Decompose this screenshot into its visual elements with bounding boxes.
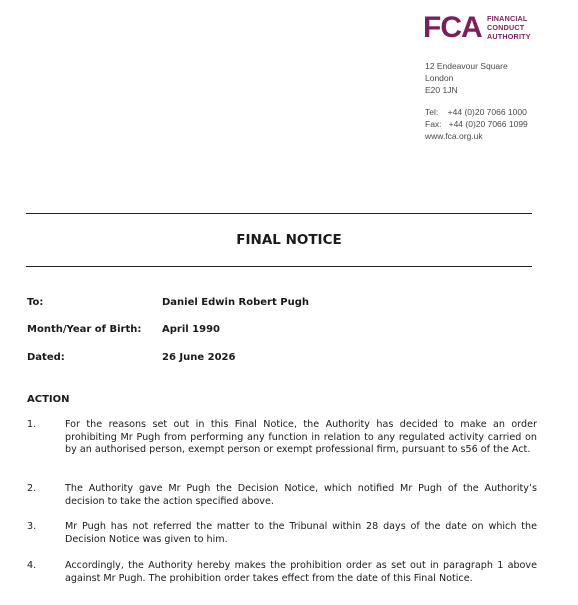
detail-label: Month/Year of Birth: (27, 324, 142, 335)
address-street: 12 Endeavour Square (425, 61, 508, 71)
paragraph-number: 4. (27, 560, 37, 571)
detail-value: April 1990 (162, 324, 220, 335)
paragraph-number: 1. (27, 419, 37, 430)
logo-line-2: CONDUCT (487, 23, 525, 32)
address-block (425, 60, 528, 142)
paragraph-3 (27, 521, 537, 546)
address-postcode: E20 1JN (425, 85, 458, 95)
paragraph-text: For the reasons set out in this Final Notice, the Authority has decided to make an order prohibiting Mr Pugh from performing any function in relation to any regulated activity carried on by an authorised person, exempt person or exempt professional firm, pursuant to s56 of the Act. (65, 419, 537, 456)
address-tel: Tel: +44 (0)20 7066 1000 (425, 107, 527, 117)
page-title: FINAL NOTICE (236, 232, 342, 248)
paragraph-2 (27, 483, 537, 508)
section-heading: ACTION (27, 394, 70, 405)
detail-label: Dated: (27, 352, 65, 363)
detail-value: 26 June 2026 (162, 352, 236, 363)
paragraph-text: Accordingly, the Authority hereby makes the prohibition order as set out in paragraph 1 above against Mr Pugh. The prohibition order takes effect from the date of this Final Notice. (65, 560, 537, 584)
bottom-rule (26, 266, 532, 267)
address-fax: Fax: +44 (0)20 7066 1099 (425, 119, 528, 129)
fca-logo (423, 11, 541, 45)
paragraph-4 (27, 560, 537, 585)
address-city: London (425, 73, 454, 83)
address-web[interactable]: www.fca.org.uk (425, 131, 483, 141)
logo-mark: FCA (423, 11, 482, 44)
paragraph-text: Mr Pugh has not referred the matter to the Tribunal within 28 days of the date on which the Decision Notice was given to him. (65, 521, 537, 545)
paragraph-number: 3. (27, 521, 37, 532)
logo-line-3: AUTHORITY (487, 32, 531, 41)
logo-text (487, 14, 531, 41)
paragraph-text: The Authority gave Mr Pugh the Decision Notice, which notified Mr Pugh of the Authority’s decision to take the action specified above. (65, 483, 537, 507)
paragraph-number: 2. (27, 483, 37, 494)
detail-label: To: (27, 297, 44, 308)
top-rule (26, 213, 532, 214)
logo-line-1: FINANCIAL (487, 14, 528, 23)
detail-value: Daniel Edwin Robert Pugh (162, 297, 309, 308)
paragraph-1 (27, 419, 537, 457)
